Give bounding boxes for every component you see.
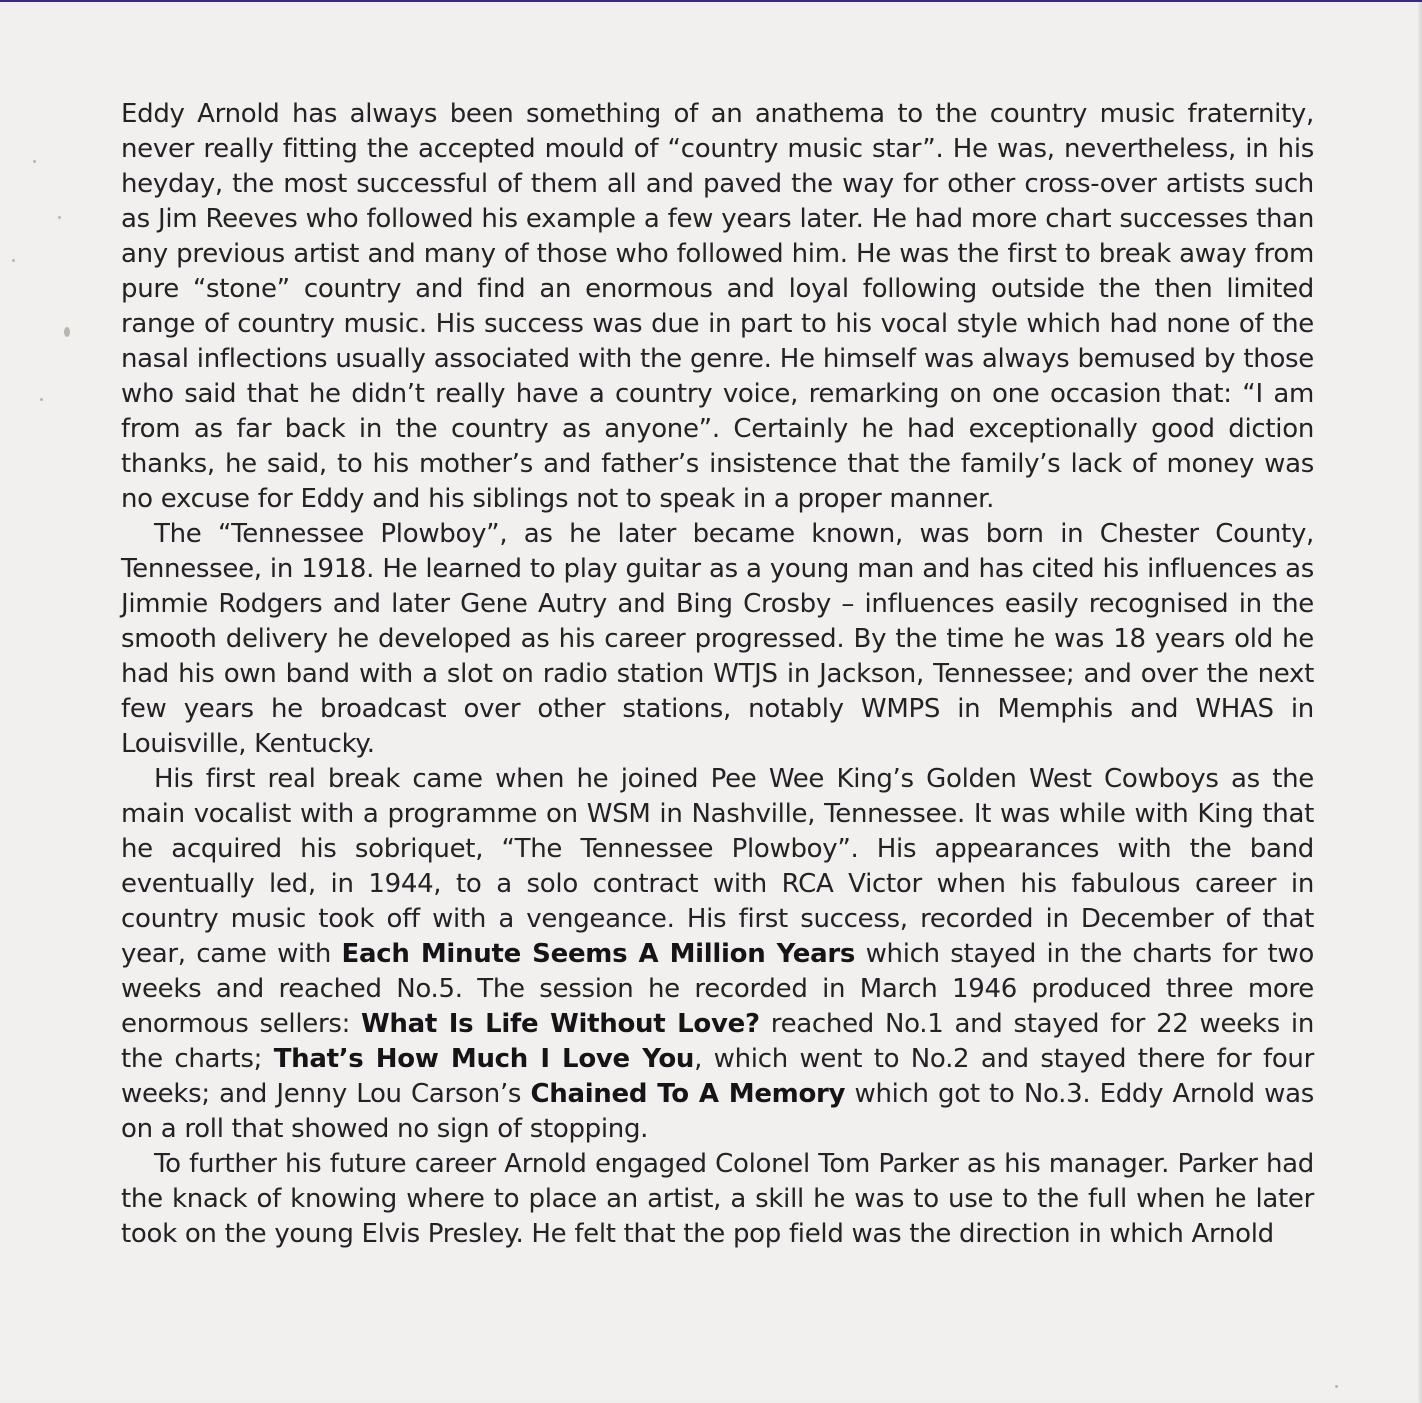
paragraph [121, 517, 1314, 762]
paper-speck [40, 398, 43, 401]
paper-speck [1335, 1385, 1338, 1388]
paragraph-text: which stayed in the charts for two weeks and reached No.5. The session he recorded in March 1946 produced three more enormous sellers: [121, 939, 1315, 1039]
paragraph-text: The “Tennessee Plowboy”, as he later became known, was born in Chester County, Tennessee, in 1918. He learned to play guitar as a young man and has cited his influences as Jimmie Rodgers and later Gene Autry and Bing Crosby – influences easily recognised in the smooth delivery he developed as his career progressed. By the time he was 18 years old he had his own band with a slot on radio station WTJS in Jackson, Tennessee; and over the next few years he broadcast over other stations, notably WMPS in Memphis and WHAS in Louisville, Kentucky. [121, 519, 1314, 759]
song-title: Each Minute Seems A Million Years [341, 939, 856, 969]
page-edge-shadow [1417, 2, 1422, 1403]
paragraph-text: which got to No.3. Eddy Arnold was on a roll that showed no sign of stopping. [121, 1079, 1314, 1144]
paragraph [121, 97, 1314, 517]
paper-speck [64, 327, 70, 337]
paragraph-text: Eddy Arnold has always been something of an anathema to the country music fraternity, never really fitting the accepted mould of “country music star”. He was, nevertheless, in his heyday, the most successful of them all and paved the way for other cross-over artists such as Jim Reeves who followed his example a few years later. He had more chart successes than any previous artist and many of those who followed him. He was the first to break away from pure “stone” country and find an enormous and loyal following outside the then limited range of country music. His success was due in part to his vocal style which had none of the nasal inflections usually associated with the genre. He himself was always bemused by those who said that he didn’t really have a country voice, remarking on one occasion that: “I am from as far back in the country as anyone”. Certainly he had exceptionally good diction thanks, he said, to his mother’s and father’s insistence that the family’s lack of money was no excuse for Eddy and his siblings not to speak in a proper manner. [121, 99, 1314, 514]
paragraph-text: His first real break came when he joined Pee Wee King’s Golden West Cowboys as the main vocalist with a programme on WSM in Nashville, Tennessee. It was while with King that he acquired his sobriquet, “The Tennessee Plowboy”. His appearances with the band eventually led, in 1944, to a solo contract with RCA Victor when his fabulous career in country music took off with a vengeance. His first success, recorded in December of that year, came with [121, 764, 1314, 969]
song-title: Chained To A Memory [530, 1079, 846, 1109]
paragraph [121, 1147, 1314, 1252]
paragraph-text: To further his future career Arnold engaged Colonel Tom Parker as his manager. Parker had the knack of knowing where to place an artist, a skill he was to use to the full when he later took on the young Elvis Presley. He felt that the pop field was the direction in which Arnold [121, 1149, 1314, 1249]
paragraph [121, 762, 1314, 1147]
article-body [121, 97, 1314, 1252]
paper-speck [33, 160, 36, 163]
paragraph-text: reached No.1 and stayed for 22 weeks in the charts; [121, 1009, 1315, 1074]
paper-speck [58, 216, 61, 219]
paragraph-text: , which went to No.2 and stayed there for four weeks; and Jenny Lou Carson’s [121, 1044, 1314, 1109]
song-title: That’s How Much I Love You [273, 1044, 695, 1074]
song-title: What Is Life Without Love? [361, 1009, 760, 1039]
paper-speck [12, 259, 15, 262]
